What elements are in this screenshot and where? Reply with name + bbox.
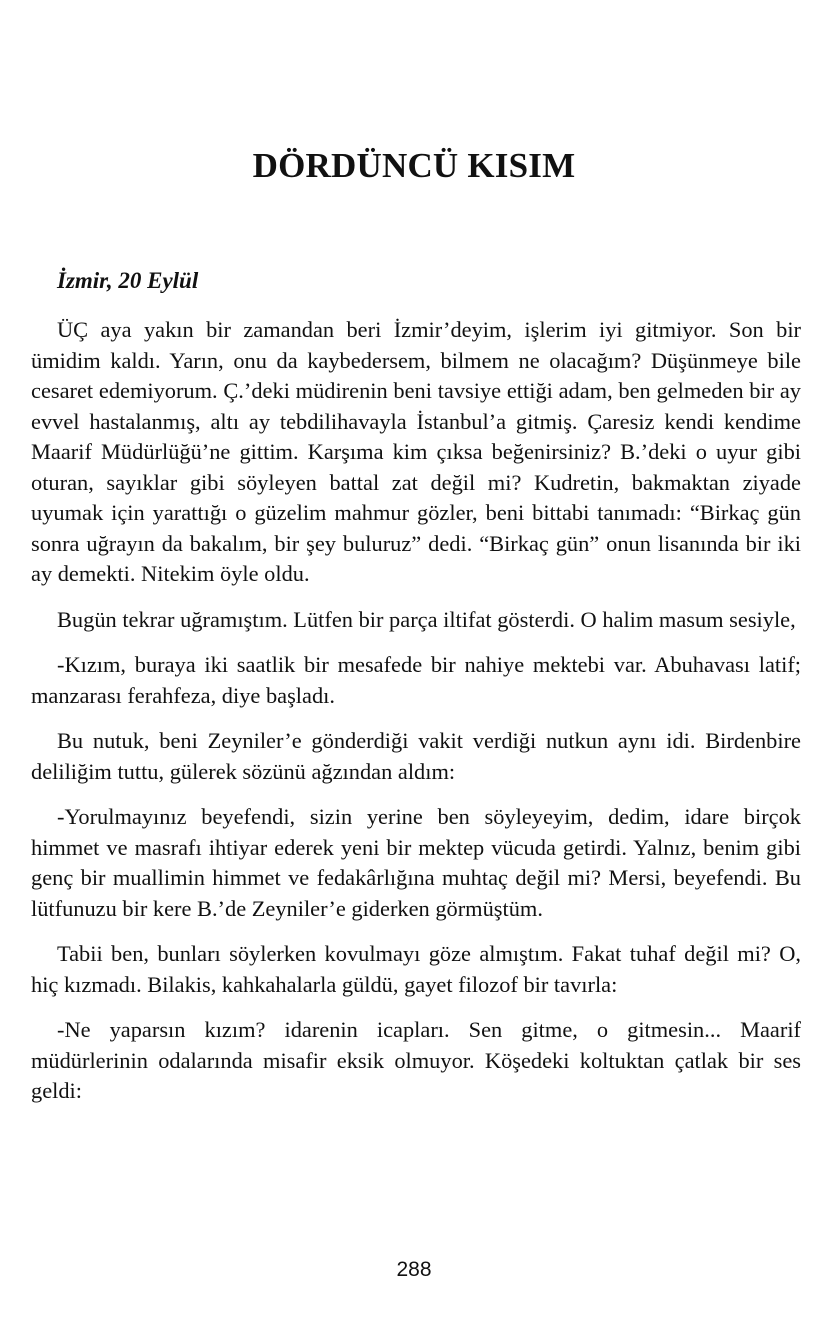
paragraph: -Ne yaparsın kızım? idarenin icapları. Sen gitme, o gitmesin... Maarif müdürlerinin odalarında misafir eksik olmuyor. Köşedeki koltuktan çatlak bir ses geldi:: [31, 1017, 801, 1103]
body-text: [31, 315, 801, 1122]
paragraph: Bu nutuk, beni Zeyniler’e gönderdiği vakit verdiği nutkun aynı idi. Birdenbire deliliğim tuttu, gülerek sözünü ağzından aldım:: [31, 728, 801, 784]
paragraph: Bugün tekrar uğramıştım. Lütfen bir parça iltifat gösterdi. O halim masum sesiyle,: [57, 606, 796, 632]
diary-entry-heading: İzmir, 20 Eylül: [57, 268, 199, 293]
chapter-title: DÖRDÜNCÜ KISIM: [252, 146, 576, 185]
paragraph: Tabii ben, bunları söylerken kovulmayı göze almıştım. Fakat tuhaf değil mi? O, hiç kızmadı. Bilakis, kahkahalarla güldü, gayet filozof bir tavırla:: [31, 941, 801, 997]
paragraph: -Kızım, buraya iki saatlik bir mesafede bir nahiye mektebi var. Abuhavası latif; manzarası ferahfeza, diye başladı.: [31, 652, 801, 708]
paragraph: -Yorulmayınız beyefendi, sizin yerine ben söyleyeyim, dedim, idare birçok himmet ve masrafı ihtiyar ederek yeni bir mektep vücuda getirdi. Yalnız, benim gibi genç bir muallimin himmet ve fedakârlığına muhtaç değil mi? Mersi, beyefendi. Bu lütfunuzu bir kere B.’de Zeyniler’e giderken görmüştüm.: [31, 804, 801, 921]
paragraph: ÜÇ aya yakın bir zamandan beri İzmir’deyim, işlerim iyi gitmiyor. Son bir ümidim kaldı. Yarın, onu da kaybedersem, bilmem ne olacağım? Düşünmeye bile cesaret edemiyorum. Ç.’deki müdirenin beni tavsiye ettiği adam, ben gelmeden bir ay evvel hastalanmış, altı ay tebdilihavayla İstanbul’a gitmiş. Çaresiz kendi kendime Maarif Müdürlüğü’ne gittim. Karşıma kim çıksa beğenirsiniz? B.’deki o uyur gibi oturan, sayıklar gibi söyleyen battal zat değil mi? Kudretin, bakmaktan ziyade uyumak için yarattığı o güzelim mahmur gözler, beni bittabi tanımadı: “Birkaç gün sonra uğrayın da bakalım, bir şey buluruz” dedi. “Birkaç gün” onun lisanında bir iki ay demekti. Nitekim öyle oldu.: [31, 317, 801, 586]
page-number: 288: [396, 1258, 432, 1281]
